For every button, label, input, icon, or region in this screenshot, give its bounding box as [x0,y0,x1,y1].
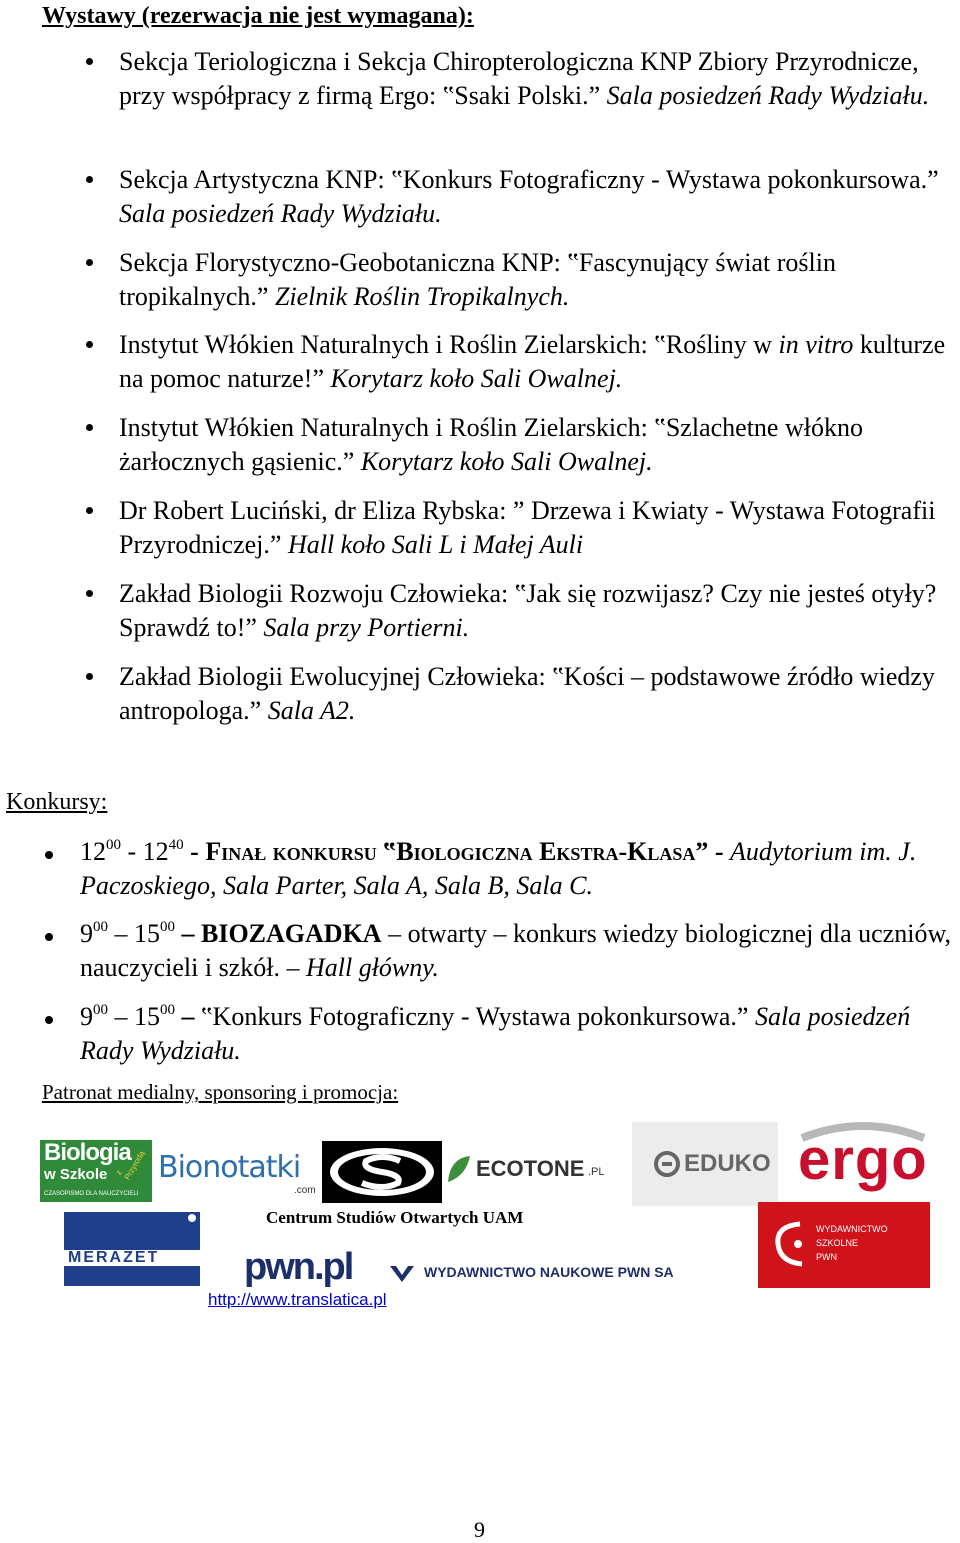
bionotatki-domain: .com [294,1185,316,1196]
contests-heading: Konkursy: [6,789,108,815]
exhibit-title: Instytut Włókien Naturalnych i Roślin Zielarskich: ‟Rośliny w [119,330,773,359]
wnpwn-wordmark: WYDAWNICTWO NAUKOWE PWN SA [424,1264,674,1280]
end-minutes: 00 [160,1002,175,1018]
sponsors-heading: Patronat medialny, sponsoring i promocja: [42,1080,399,1104]
translatica-link[interactable]: http://www.translatica.pl [208,1290,387,1309]
bullet-icon [86,259,93,266]
exhibit-location: Korytarz koło Sali Owalnej. [360,447,653,476]
end-minutes: 40 [168,837,184,853]
contest-location: Hall główny. [305,953,439,982]
end-minutes: 00 [160,919,175,935]
start-minutes: 00 [106,837,121,853]
start-hour: 9 [80,1002,93,1031]
exhibitions-heading: Wystawy (rezerwacja nie jest wymagana): [42,3,474,29]
start-hour: 9 [80,919,93,948]
time-dash: - [121,837,143,866]
ecotone-logo [446,1150,616,1190]
biologia-line2: w Szkole [44,1166,108,1183]
ecotone-wordmark: ECOTONE [476,1156,585,1181]
pwn-pl-logo [244,1246,378,1290]
leaf-icon [446,1154,472,1184]
bionotatki-wordmark: Bionotatki [158,1150,301,1185]
exhibit-location: Sala posiedzeń Rady Wydziału. [119,199,442,228]
exhibit-title: Sekcja Teriologiczna i Sekcja Chiropterologiczna KNP Zbiory Przyrodnicze, przy współpracy z firmą Ergo: ‟Ssaki Polski.” [119,47,919,110]
bullet-icon [45,1016,53,1024]
exhibit-title: Zakład Biologii Ewolucyjnej Człowieka: ‟Kości – podstawowe źródło wiedzy antropologa.” [119,662,935,725]
biologia-sub: CZASOPISMO DLA NAUCZYCIELI [44,1191,139,1197]
start-hour: 12 [80,837,106,866]
contest-title: – [175,1002,195,1031]
exhibit-location: Sala przy Portierni. [263,613,470,642]
csou-emblem-logo [322,1141,442,1203]
pwn-emblem-icon [388,1260,416,1286]
contest-title: – BIOZAGADKA [175,919,382,948]
bullet-icon [45,851,53,859]
biologia-w-szkole-logo [40,1140,152,1202]
bullet-icon [86,424,93,431]
bullet-icon [86,590,93,597]
merazet-dot [188,1214,196,1222]
csou-label: Centrum Studiów Otwartych UAM [266,1208,524,1227]
biologia-tag: z Przyrodą [114,1149,147,1182]
start-minutes: 00 [93,919,108,935]
wsp-line1: WYDAWNICTWO [816,1224,888,1234]
merazet-wordmark: MERAZET [68,1249,160,1266]
exhibit-title: Zakład Biologii Rozwoju Człowieka: ‟Jak się rozwijasz? Czy nie jesteś otyły? Sprawdź to!” [119,579,937,642]
time-dash: – [108,919,134,948]
start-minutes: 00 [93,1002,108,1018]
bionotatki-logo [158,1143,316,1203]
exhibit-title-end: kulturze na pomoc naturze!” [119,330,946,393]
bullet-icon [86,507,93,514]
ergo-wordmark: ergo [798,1127,928,1192]
eduko-logo [632,1122,778,1206]
bullet-icon [86,58,93,65]
wsp-emblem-icon [770,1220,810,1270]
merazet-logo [64,1212,200,1286]
exhibit-title: Sekcja Florystyczno-Geobotaniczna KNP: ‟Fascynujący świat roślin tropikalnych.” [119,248,836,311]
eduko-emblem-icon [654,1151,680,1177]
exhibit-location: Sala posiedzeń Rady Wydziału. [606,81,930,110]
bullet-icon [86,341,93,348]
bullet-icon [86,673,93,680]
bullet-icon [45,933,53,941]
wsp-line2: SZKOLNE [816,1238,859,1248]
wsp-line3: PWN [816,1252,837,1262]
exhibit-title: Sekcja Artystyczna KNP: ‟Konkurs Fotograficzny - Wystawa pokonkursowa.” [119,165,939,194]
biologia-line1: Biologia [44,1140,131,1166]
exhibit-location: Sala A2. [267,696,356,725]
end-hour: 15 [134,1002,160,1031]
end-hour: 15 [134,919,160,948]
exhibit-title-italic: in vitro [778,330,854,359]
end-hour: 12 [142,837,169,866]
wydawnictwo-szkolne-pwn-logo [758,1202,930,1288]
contest-title: - Finał konkursu ‟Biologiczna Ekstra-Klasa” - [183,837,724,866]
exhibit-title: Instytut Włókien Naturalnych i Roślin Zielarskich: ‟Szlachetne włókno żarłocznych gąsienic.” [119,413,863,476]
page-number: 9 [474,1517,485,1542]
ergo-logo [788,1120,938,1200]
ecotone-suffix: .PL [588,1166,605,1178]
bullet-icon [86,176,93,183]
contest-desc: – otwarty – konkurs wiedzy biologicznej dla uczniów, nauczycieli i szkół. – [80,919,952,982]
contest-location: Sala posiedzeń Rady Wydziału. [80,1002,911,1065]
exhibit-location: Korytarz koło Sali Owalnej. [330,364,623,393]
exhibit-location: Hall koło Sali L i Małej Auli [287,530,584,559]
contest-desc: ‟Konkurs Fotograficzny - Wystawa pokonkursowa.” [194,1002,749,1031]
pwn-pl-wordmark: pwn.pl [244,1246,353,1288]
wydawnictwo-naukowe-pwn-logo [388,1258,750,1288]
exhibit-location: Zielnik Roślin Tropikalnych. [274,282,570,311]
csou-emblem-icon [322,1141,442,1203]
exhibit-title: Dr Robert Luciński, dr Eliza Rybska: ” Drzewa i Kwiaty - Wystawa Fotografii Przyrodniczej.” [119,496,936,559]
eduko-wordmark: EDUKO [684,1150,771,1177]
time-dash: – [108,1002,134,1031]
contest-location: Audytorium im. J. Paczoskiego, Sala Parter, Sala A, Sala B, Sala C. [80,837,917,900]
